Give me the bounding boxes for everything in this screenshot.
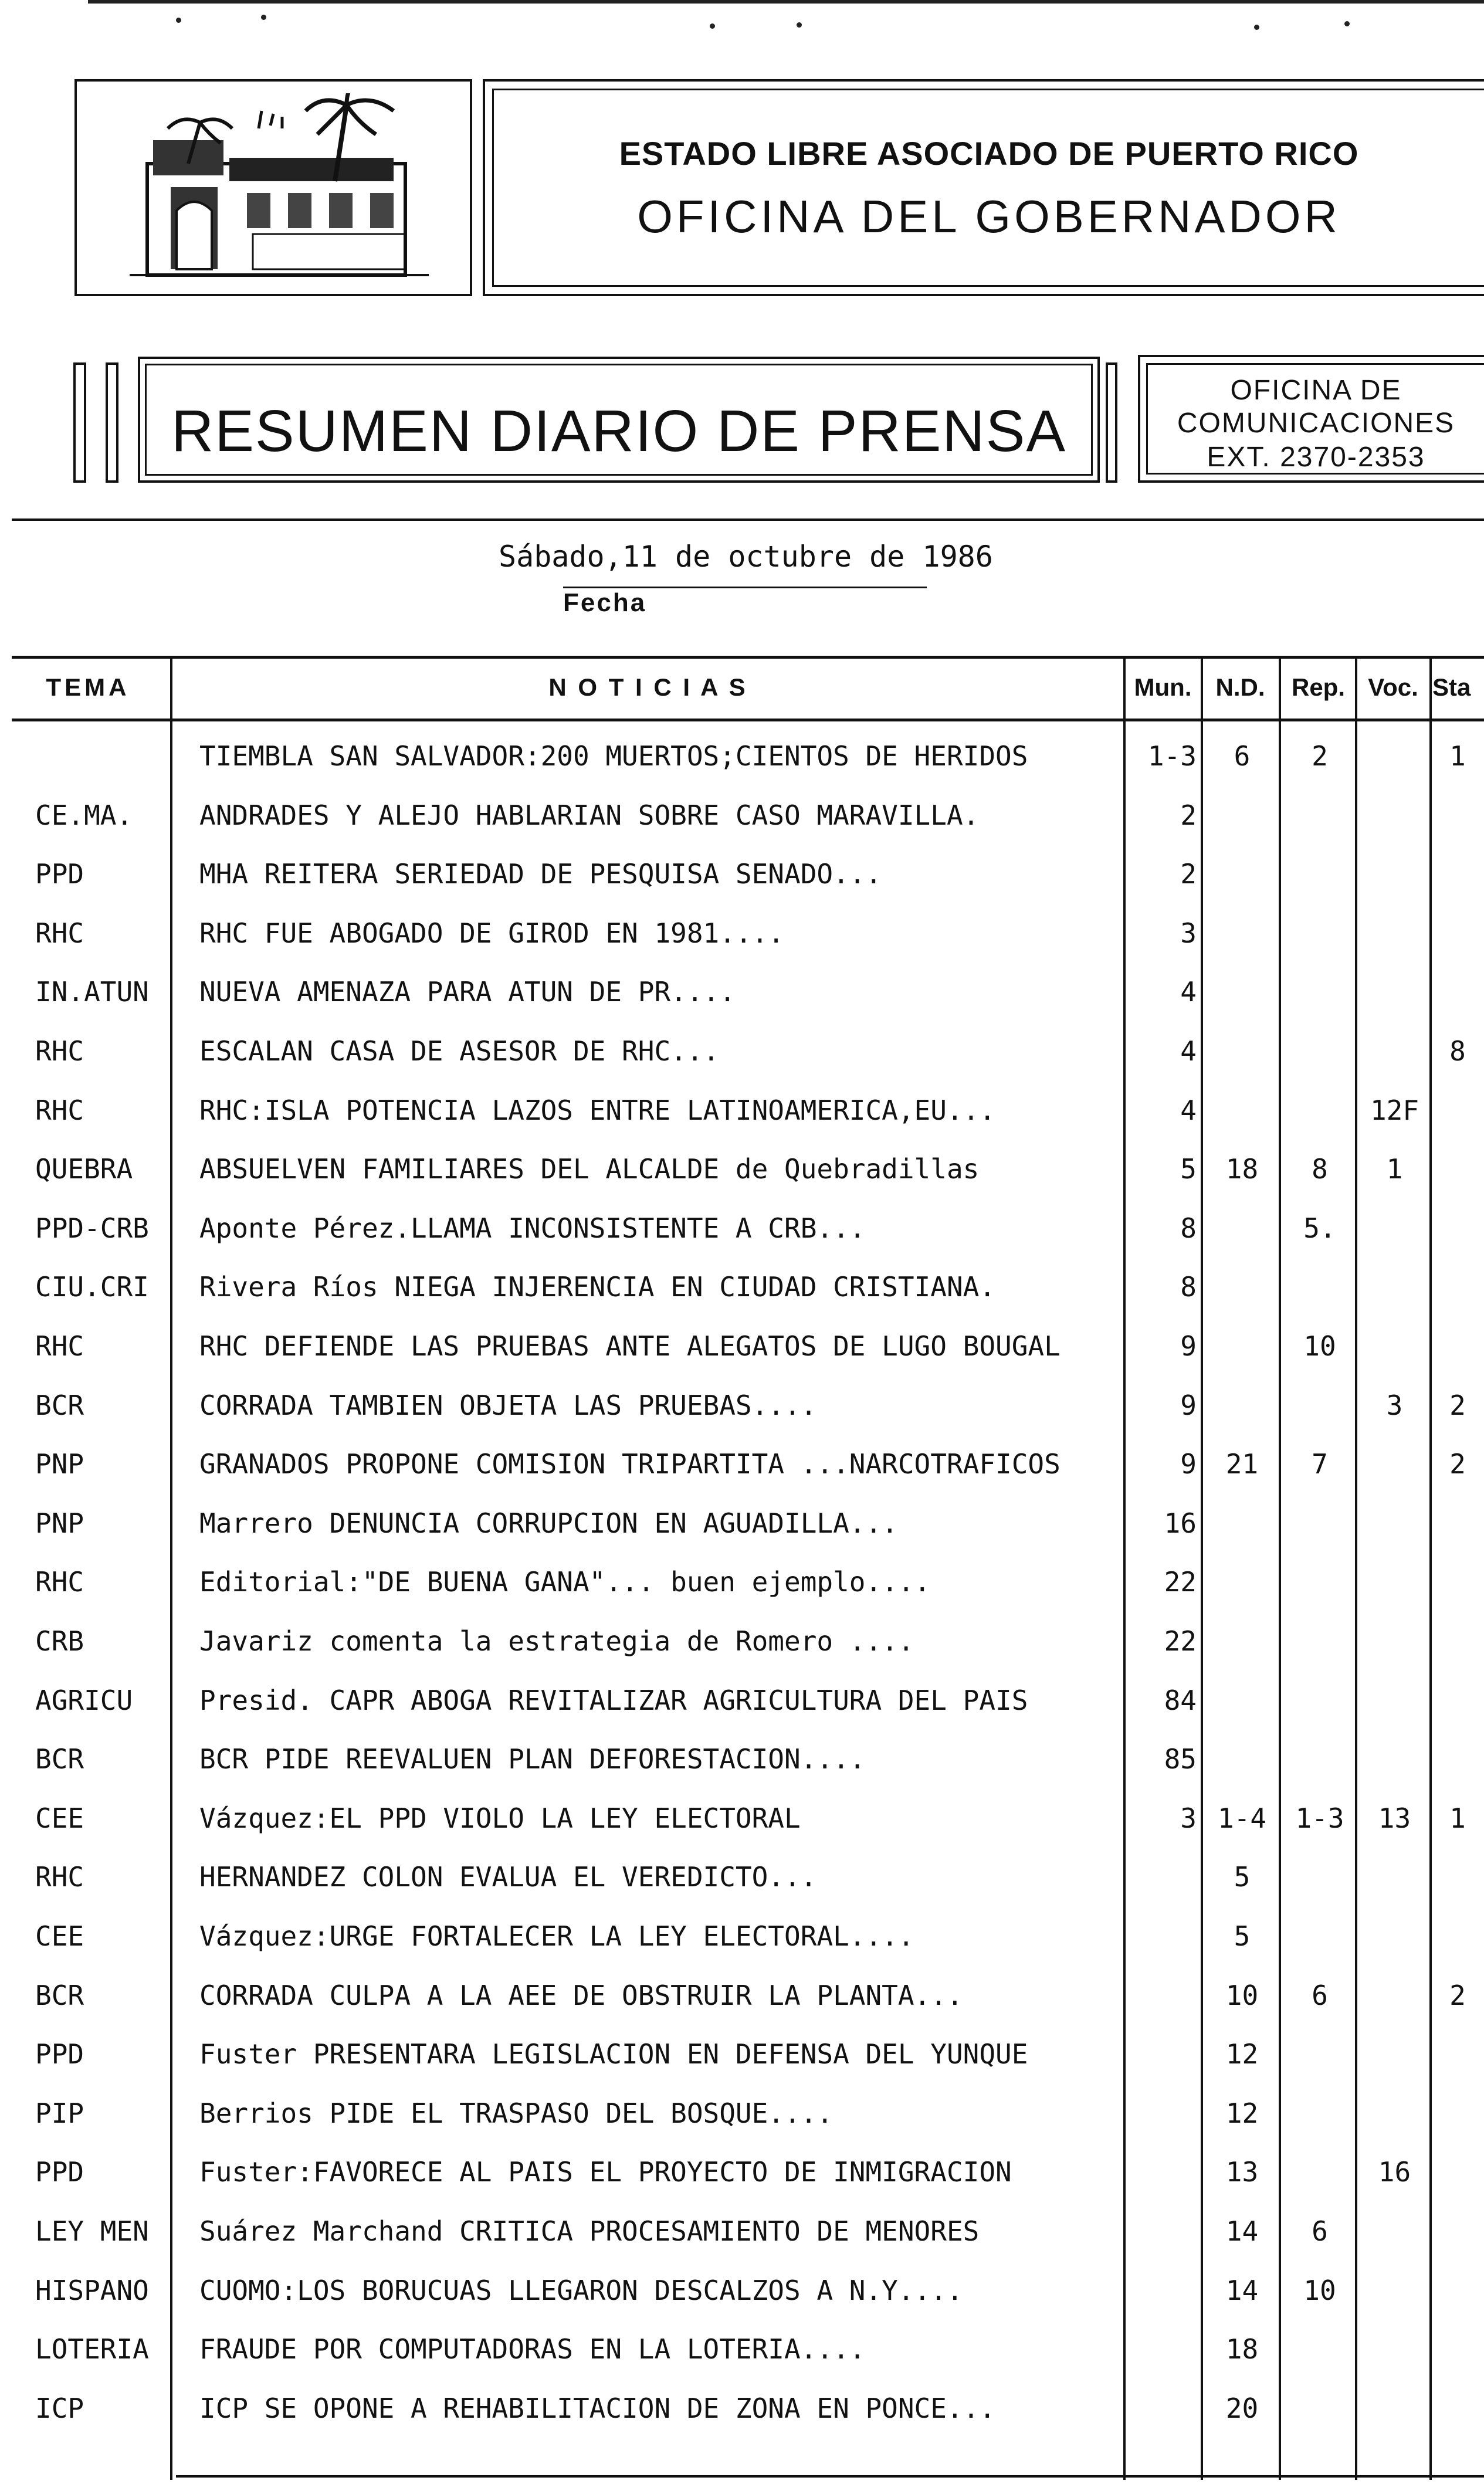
government-header bbox=[483, 79, 1484, 296]
row-mun: 1-3 bbox=[1147, 740, 1197, 772]
row-noticia: Fuster PRESENTARA LEGISLACION EN DEFENSA DEL YUNQUE bbox=[199, 2038, 1028, 2070]
table-row bbox=[0, 1861, 1484, 1920]
row-tema: PPD bbox=[35, 2156, 84, 2188]
row-tema: HISPANO bbox=[35, 2275, 149, 2306]
row-sta: 2 bbox=[1449, 1390, 1466, 1421]
row-sta: 1 bbox=[1449, 1802, 1466, 1834]
table-row bbox=[0, 976, 1484, 1035]
row-tema: LOTERIA bbox=[35, 2333, 149, 2365]
row-rep: 8 bbox=[1312, 1153, 1328, 1185]
table-row bbox=[0, 1271, 1484, 1330]
government-header-frame bbox=[492, 89, 1484, 287]
row-voc: 16 bbox=[1378, 2156, 1411, 2188]
row-tema: PPD bbox=[35, 858, 84, 890]
title-band bbox=[138, 357, 1100, 483]
row-rep: 10 bbox=[1303, 2275, 1336, 2306]
row-noticia: Berrios PIDE EL TRASPASO DEL BOSQUE.... bbox=[199, 2097, 834, 2129]
row-sta: 2 bbox=[1449, 1448, 1466, 1480]
row-nd: 14 bbox=[1225, 2275, 1259, 2306]
row-tema: BCR bbox=[35, 1743, 84, 1775]
office-line-1: OFICINA DE bbox=[1230, 375, 1402, 406]
row-nd: 12 bbox=[1225, 2038, 1259, 2070]
row-mun: 8 bbox=[1180, 1212, 1197, 1244]
row-nd: 5 bbox=[1234, 1920, 1251, 1952]
row-nd: 10 bbox=[1225, 1980, 1259, 2011]
row-noticia: Suárez Marchand CRITICA PROCESAMIENTO DE MENORES bbox=[199, 2215, 980, 2247]
header-rep: Rep. bbox=[1291, 673, 1345, 701]
row-mun: 5 bbox=[1180, 1153, 1197, 1185]
row-sta: 2 bbox=[1449, 1980, 1466, 2011]
row-tema: LEY MEN bbox=[35, 2215, 149, 2247]
row-noticia: GRANADOS PROPONE COMISION TRIPARTITA ...NARCOTRAFICOS bbox=[199, 1448, 1061, 1480]
table-row bbox=[0, 2156, 1484, 2215]
row-noticia: TIEMBLA SAN SALVADOR:200 MUERTOS;CIENTOS DE HERIDOS bbox=[199, 740, 1028, 772]
row-nd: 14 bbox=[1225, 2215, 1259, 2247]
header-tema: TEMA bbox=[46, 673, 130, 701]
row-mun: 84 bbox=[1164, 1685, 1197, 1716]
row-mun: 4 bbox=[1180, 1094, 1197, 1126]
office-name: OFICINA DEL GOBERNADOR bbox=[637, 191, 1341, 242]
table-row bbox=[0, 799, 1484, 858]
row-rep: 1-3 bbox=[1295, 1802, 1344, 1834]
title-band-frame bbox=[145, 364, 1093, 476]
row-mun: 4 bbox=[1180, 976, 1197, 1008]
table-row bbox=[0, 2215, 1484, 2274]
row-rep: 6 bbox=[1312, 1980, 1328, 2011]
row-noticia: MHA REITERA SERIEDAD DE PESQUISA SENADO... bbox=[199, 858, 882, 890]
row-noticia: Fuster:FAVORECE AL PAIS EL PROYECTO DE INMIGRACION bbox=[199, 2156, 1012, 2188]
row-noticia: Vázquez:URGE FORTALECER LA LEY ELECTORAL.... bbox=[199, 1920, 914, 1952]
table-row bbox=[0, 1035, 1484, 1094]
table-row bbox=[0, 1685, 1484, 1743]
scan-speck bbox=[710, 23, 715, 29]
table-row bbox=[0, 1448, 1484, 1507]
communications-office-frame bbox=[1146, 363, 1484, 475]
row-tema: RHC bbox=[35, 1566, 84, 1598]
header-sta: Sta bbox=[1432, 673, 1471, 701]
office-line-2: COMUNICACIONES bbox=[1177, 408, 1455, 439]
header-mun: Mun. bbox=[1134, 673, 1192, 701]
row-voc: 1 bbox=[1386, 1153, 1403, 1185]
government-name: ESTADO LIBRE ASOCIADO DE PUERTO RICO bbox=[619, 135, 1359, 172]
row-mun: 3 bbox=[1180, 1802, 1197, 1834]
row-sta: 8 bbox=[1449, 1035, 1466, 1067]
table-row bbox=[0, 740, 1484, 799]
office-extension: EXT. 2370-2353 bbox=[1207, 442, 1425, 473]
row-tema: RHC bbox=[35, 1861, 84, 1893]
table-row bbox=[0, 1802, 1484, 1861]
row-noticia: HERNANDEZ COLON EVALUA EL VEREDICTO... bbox=[199, 1861, 817, 1893]
row-sta: 1 bbox=[1449, 740, 1466, 772]
communications-office-box bbox=[1138, 355, 1484, 483]
row-mun: 9 bbox=[1180, 1448, 1197, 1480]
scan-speck bbox=[797, 22, 802, 28]
row-noticia: Vázquez:EL PPD VIOLO LA LEY ELECTORAL bbox=[199, 1802, 801, 1834]
row-tema: PIP bbox=[35, 2097, 84, 2129]
row-nd: 20 bbox=[1225, 2392, 1259, 2424]
table-row bbox=[0, 1625, 1484, 1684]
date-label: Fecha bbox=[563, 588, 647, 617]
row-mun: 3 bbox=[1180, 917, 1197, 949]
row-noticia: BCR PIDE REEVALUEN PLAN DEFORESTACION.... bbox=[199, 1743, 866, 1775]
row-noticia: Marrero DENUNCIA CORRUPCION EN AGUADILLA... bbox=[199, 1507, 898, 1539]
row-noticia: RHC:ISLA POTENCIA LAZOS ENTRE LATINOAMERICA,EU... bbox=[199, 1094, 996, 1126]
title-band-right-bar bbox=[1106, 362, 1117, 483]
row-noticia: NUEVA AMENAZA PARA ATUN DE PR.... bbox=[199, 976, 736, 1008]
row-nd: 1-4 bbox=[1217, 1802, 1267, 1834]
table-row bbox=[0, 1566, 1484, 1625]
row-noticia: CORRADA CULPA A LA AEE DE OBSTRUIR LA PLANTA... bbox=[199, 1980, 963, 2011]
row-tema: RHC bbox=[35, 1330, 84, 1362]
table-row bbox=[0, 1212, 1484, 1271]
table-row bbox=[0, 2038, 1484, 2097]
row-tema: IN.ATUN bbox=[35, 976, 149, 1008]
row-noticia: ICP SE OPONE A REHABILITACION DE ZONA EN PONCE... bbox=[199, 2392, 996, 2424]
row-mun: 8 bbox=[1180, 1271, 1197, 1303]
fortaleza-building-icon bbox=[112, 93, 441, 281]
row-nd: 6 bbox=[1234, 740, 1251, 772]
table-row bbox=[0, 2275, 1484, 2333]
document-title: RESUMEN DIARIO DE PRENSA bbox=[171, 398, 1067, 464]
row-rep: 10 bbox=[1303, 1330, 1336, 1362]
date-value: Sábado,11 de octubre de 1986 bbox=[499, 540, 993, 574]
table-row bbox=[0, 2097, 1484, 2156]
table-row bbox=[0, 858, 1484, 917]
row-tema: PNP bbox=[35, 1507, 84, 1539]
header-divider bbox=[12, 519, 1484, 521]
table-row bbox=[0, 1507, 1484, 1566]
row-rep: 6 bbox=[1312, 2215, 1328, 2247]
row-noticia: FRAUDE POR COMPUTADORAS EN LA LOTERIA.... bbox=[199, 2333, 866, 2365]
row-tema: BCR bbox=[35, 1390, 84, 1421]
top-border-line bbox=[88, 0, 1484, 4]
table-row bbox=[0, 1390, 1484, 1448]
table-row bbox=[0, 1330, 1484, 1389]
table-row bbox=[0, 1153, 1484, 1212]
row-nd: 5 bbox=[1234, 1861, 1251, 1893]
row-noticia: CUOMO:LOS BORUCUAS LLEGARON DESCALZOS A N.Y.... bbox=[199, 2275, 963, 2306]
scan-speck bbox=[176, 18, 181, 23]
table-row bbox=[0, 1094, 1484, 1153]
header-voc: Voc. bbox=[1368, 673, 1418, 701]
row-mun: 9 bbox=[1180, 1390, 1197, 1421]
row-mun: 2 bbox=[1180, 799, 1197, 831]
row-noticia: Aponte Pérez.LLAMA INCONSISTENTE A CRB... bbox=[199, 1212, 866, 1244]
row-tema: PPD-CRB bbox=[35, 1212, 149, 1244]
table-row bbox=[0, 1743, 1484, 1802]
row-tema: CEE bbox=[35, 1802, 84, 1834]
row-voc: 13 bbox=[1378, 1802, 1411, 1834]
row-tema: RHC bbox=[35, 1035, 84, 1067]
row-tema: BCR bbox=[35, 1980, 84, 2011]
table-top-border bbox=[12, 656, 1484, 659]
row-mun: 4 bbox=[1180, 1035, 1197, 1067]
row-noticia: CORRADA TAMBIEN OBJETA LAS PRUEBAS.... bbox=[199, 1390, 817, 1421]
table-header-border bbox=[12, 719, 1484, 721]
title-band-left-bar bbox=[106, 362, 118, 483]
row-tema: CRB bbox=[35, 1625, 84, 1657]
row-noticia: ANDRADES Y ALEJO HABLARIAN SOBRE CASO MARAVILLA. bbox=[199, 799, 980, 831]
row-noticia: RHC FUE ABOGADO DE GIROD EN 1981.... bbox=[199, 917, 784, 949]
row-rep: 7 bbox=[1312, 1448, 1328, 1480]
title-band-left-bar bbox=[73, 362, 86, 483]
row-noticia: Presid. CAPR ABOGA REVITALIZAR AGRICULTURA DEL PAIS bbox=[199, 1685, 1028, 1716]
row-mun: 22 bbox=[1164, 1625, 1197, 1657]
row-noticia: ESCALAN CASA DE ASESOR DE RHC... bbox=[199, 1035, 720, 1067]
row-rep: 2 bbox=[1312, 740, 1328, 772]
row-tema: RHC bbox=[35, 917, 84, 949]
row-voc: 3 bbox=[1386, 1390, 1403, 1421]
row-tema: CEE bbox=[35, 1920, 84, 1952]
row-noticia: Rivera Ríos NIEGA INJERENCIA EN CIUDAD CRISTIANA. bbox=[199, 1271, 996, 1303]
row-noticia: ABSUELVEN FAMILIARES DEL ALCALDE de Quebradillas bbox=[199, 1153, 980, 1185]
row-tema: PPD bbox=[35, 2038, 84, 2070]
row-tema: CE.MA. bbox=[35, 799, 133, 831]
row-nd: 18 bbox=[1225, 2333, 1259, 2365]
row-noticia: Javariz comenta la estrategia de Romero .... bbox=[199, 1625, 914, 1657]
row-tema: AGRICU bbox=[35, 1685, 133, 1716]
scan-speck bbox=[1254, 25, 1259, 30]
row-mun: 9 bbox=[1180, 1330, 1197, 1362]
row-noticia: Editorial:"DE BUENA GANA"... buen ejemplo.... bbox=[199, 1566, 931, 1598]
table-row bbox=[0, 2392, 1484, 2451]
header-nd: N.D. bbox=[1215, 673, 1265, 701]
table-row bbox=[0, 1980, 1484, 2038]
row-mun: 22 bbox=[1164, 1566, 1197, 1598]
row-tema: QUEBRA bbox=[35, 1153, 133, 1185]
row-tema: RHC bbox=[35, 1094, 84, 1126]
scan-speck bbox=[1344, 21, 1350, 26]
row-nd: 18 bbox=[1225, 1153, 1259, 1185]
row-noticia: RHC DEFIENDE LAS PRUEBAS ANTE ALEGATOS DE LUGO BOUGAL bbox=[199, 1330, 1061, 1362]
row-tema: PNP bbox=[35, 1448, 84, 1480]
logo-box bbox=[74, 79, 472, 296]
row-nd: 12 bbox=[1225, 2097, 1259, 2129]
scan-speck bbox=[261, 15, 266, 20]
table-row bbox=[0, 2333, 1484, 2392]
row-mun: 16 bbox=[1164, 1507, 1197, 1539]
table-row bbox=[0, 917, 1484, 976]
header-noticias: N O T I C I A S bbox=[548, 673, 748, 701]
row-voc: 12F bbox=[1370, 1094, 1419, 1126]
row-rep: 5. bbox=[1303, 1212, 1336, 1244]
table-bottom-border bbox=[176, 2475, 1484, 2478]
row-tema: CIU.CRI bbox=[35, 1271, 149, 1303]
row-mun: 85 bbox=[1164, 1743, 1197, 1775]
row-tema: ICP bbox=[35, 2392, 84, 2424]
row-mun: 2 bbox=[1180, 858, 1197, 890]
table-row bbox=[0, 1920, 1484, 1979]
row-nd: 13 bbox=[1225, 2156, 1259, 2188]
row-nd: 21 bbox=[1225, 1448, 1259, 1480]
